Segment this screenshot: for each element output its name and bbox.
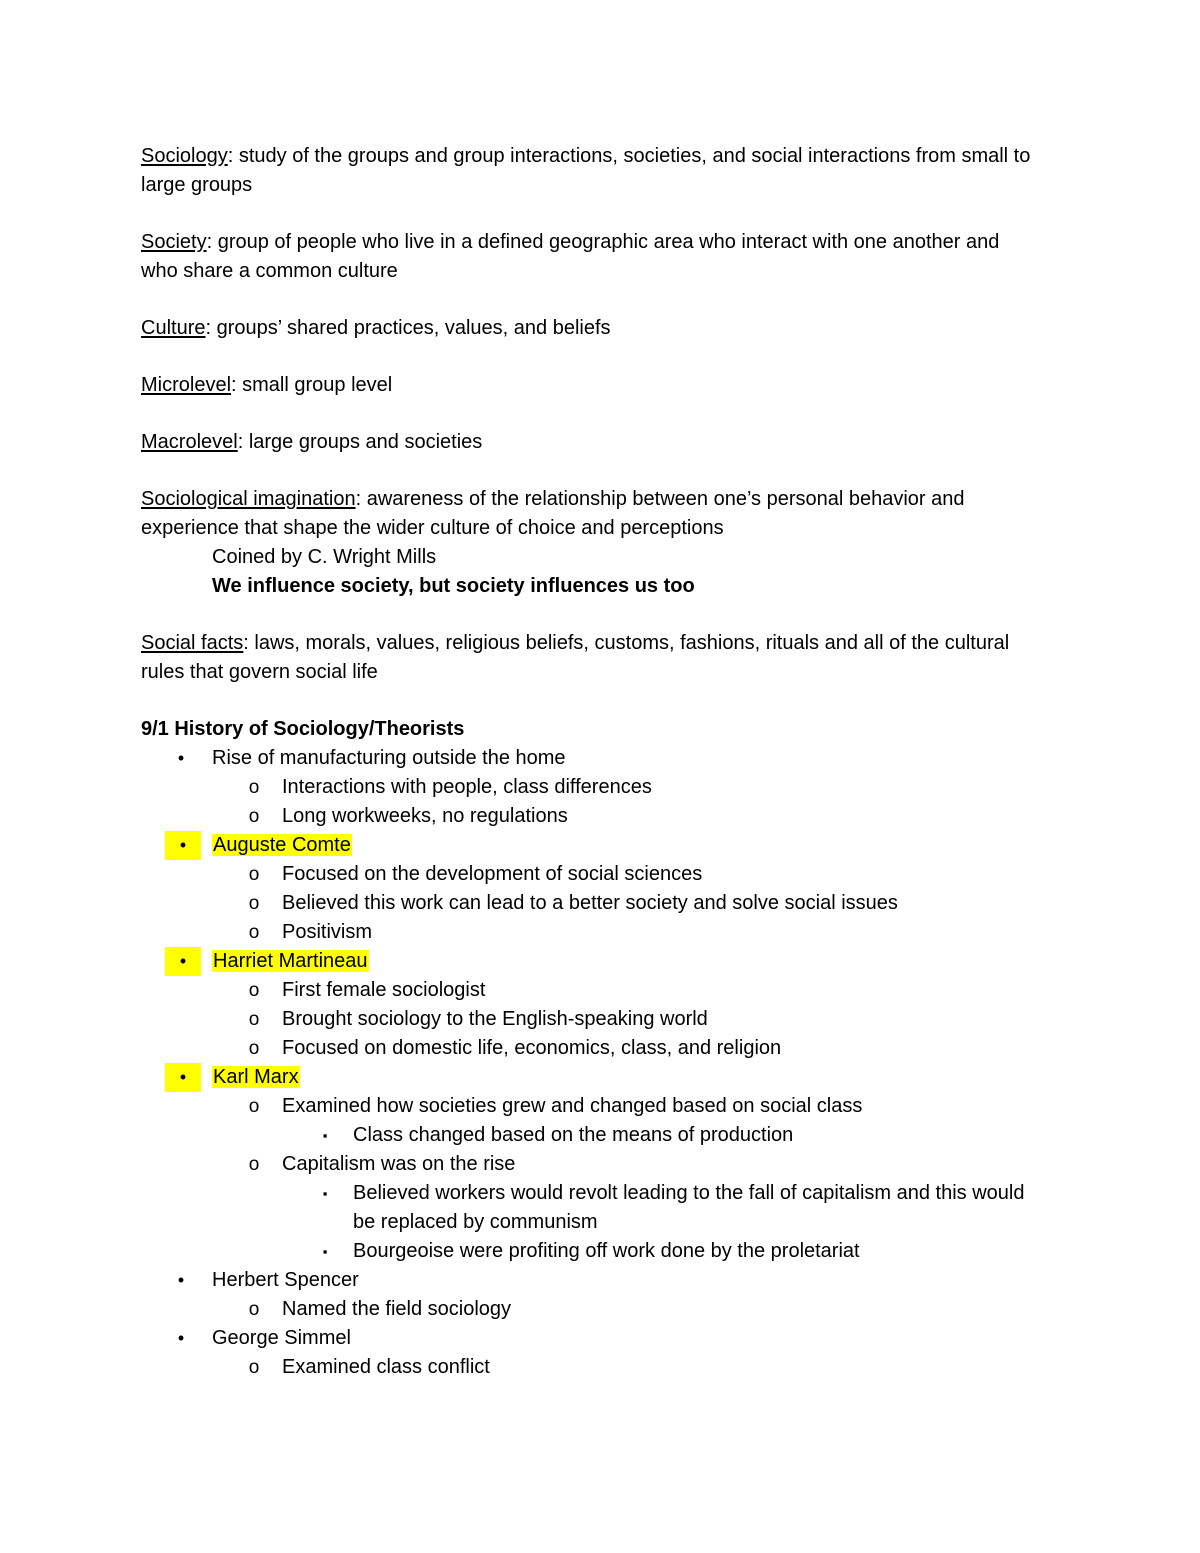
bullet-icon: •	[165, 1063, 201, 1092]
list-item	[141, 744, 1041, 773]
list-item	[141, 1295, 1041, 1324]
circle-bullet-icon: o	[248, 1154, 260, 1175]
notes-body	[141, 142, 1041, 1382]
list-item-highlighted	[141, 831, 1041, 860]
definition-text: : study of the groups and group interactions, societies, and social interactions from small to large groups	[141, 145, 1031, 196]
item-text: Believed this work can lead to a better society and solve social issues	[282, 892, 898, 914]
square-bullet-icon: ▪	[322, 1186, 328, 1201]
section-heading: 9/1 History of Sociology/Theorists	[141, 718, 465, 740]
list-item	[141, 1237, 1041, 1266]
circle-bullet-icon: o	[248, 864, 260, 885]
term: Macrolevel	[141, 431, 238, 453]
definition-sociology	[141, 142, 1041, 200]
list-item	[141, 802, 1041, 831]
list-item	[141, 1034, 1041, 1063]
influence-note: We influence society, but society influences us too	[212, 575, 695, 597]
item-text: Karl Marx	[213, 1066, 299, 1088]
definition-text: : awareness of the relationship between one’s personal behavior and experience that shape the wider culture of choice and perceptions	[141, 488, 965, 539]
item-text: Focused on domestic life, economics, class, and religion	[282, 1037, 782, 1059]
term: Sociology	[141, 145, 228, 167]
item-text: Capitalism was on the rise	[282, 1153, 516, 1175]
list-item	[141, 976, 1041, 1005]
coined-note: Coined by C. Wright Mills	[212, 546, 437, 568]
list-item	[141, 1150, 1041, 1179]
definition-sociological-imagination	[141, 485, 1041, 601]
item-text: Focused on the development of social sciences	[282, 863, 703, 885]
item-text: Long workweeks, no regulations	[282, 805, 568, 827]
circle-bullet-icon: o	[248, 922, 260, 943]
definition-text: : groups’ shared practices, values, and beliefs	[205, 317, 611, 339]
definition-text: : small group level	[231, 374, 393, 396]
list-item	[141, 1092, 1041, 1121]
definition-macrolevel	[141, 428, 1041, 457]
definition-culture	[141, 314, 1041, 343]
term: Social facts	[141, 632, 244, 654]
square-bullet-icon: ▪	[322, 1244, 328, 1259]
bullet-icon: •	[165, 947, 201, 976]
item-text: Positivism	[282, 921, 373, 943]
item-text: Auguste Comte	[213, 834, 351, 856]
list-item	[141, 1121, 1041, 1150]
list-item	[141, 889, 1041, 918]
item-text: Rise of manufacturing outside the home	[212, 747, 566, 769]
circle-bullet-icon: o	[248, 893, 260, 914]
item-text: Herbert Spencer	[212, 1269, 359, 1291]
item-text: Interactions with people, class differences	[282, 776, 652, 798]
list-item	[141, 1324, 1041, 1353]
list-item-highlighted	[141, 1063, 1041, 1092]
list-item	[141, 1266, 1041, 1295]
definition-text: : group of people who live in a defined geographic area who interact with one another and who share a common culture	[141, 231, 1000, 282]
square-bullet-icon: ▪	[322, 1128, 328, 1143]
item-text: Class changed based on the means of production	[353, 1124, 794, 1146]
circle-bullet-icon: o	[248, 1096, 260, 1117]
circle-bullet-icon: o	[248, 1299, 260, 1320]
circle-bullet-icon: o	[248, 806, 260, 827]
circle-bullet-icon: o	[248, 1009, 260, 1030]
item-text: First female sociologist	[282, 979, 486, 1001]
list-item	[141, 773, 1041, 802]
list-item	[141, 1005, 1041, 1034]
definition-microlevel	[141, 371, 1041, 400]
list-item	[141, 1179, 1041, 1237]
term: Microlevel	[141, 374, 232, 396]
list-item	[141, 1353, 1041, 1382]
definition-social-facts	[141, 629, 1041, 687]
item-text: Harriet Martineau	[213, 950, 368, 972]
circle-bullet-icon: o	[248, 980, 260, 1001]
definition-text: : large groups and societies	[237, 431, 483, 453]
circle-bullet-icon: o	[248, 1357, 260, 1378]
definition-text: : laws, morals, values, religious beliefs, customs, fashions, rituals and all of the cultural rules that govern social life	[141, 632, 1010, 683]
list-item	[141, 918, 1041, 947]
list-item-highlighted	[141, 947, 1041, 976]
definition-society	[141, 228, 1041, 286]
item-text: Brought sociology to the English-speaking world	[282, 1008, 708, 1030]
list-item	[141, 860, 1041, 889]
term: Society	[141, 231, 207, 253]
term: Sociological imagination	[141, 488, 356, 510]
item-text: Bourgeoise were profiting off work done by the proletariat	[353, 1240, 860, 1262]
definition-line	[141, 485, 1041, 543]
item-text: Believed workers would revolt leading to the fall of capitalism and this would be replaced by communism	[353, 1182, 1025, 1233]
circle-bullet-icon: o	[248, 777, 260, 798]
bullet-icon: •	[165, 831, 201, 860]
bullet-icon: •	[177, 748, 185, 768]
history-section	[141, 715, 1041, 1382]
item-text: Examined how societies grew and changed based on social class	[282, 1095, 863, 1117]
bullet-icon: •	[177, 1270, 185, 1290]
item-text: Examined class conflict	[282, 1356, 490, 1378]
circle-bullet-icon: o	[248, 1038, 260, 1059]
term: Culture	[141, 317, 206, 339]
item-text: Named the field sociology	[282, 1298, 512, 1320]
bullet-icon: •	[177, 1328, 185, 1348]
item-text: George Simmel	[212, 1327, 351, 1349]
